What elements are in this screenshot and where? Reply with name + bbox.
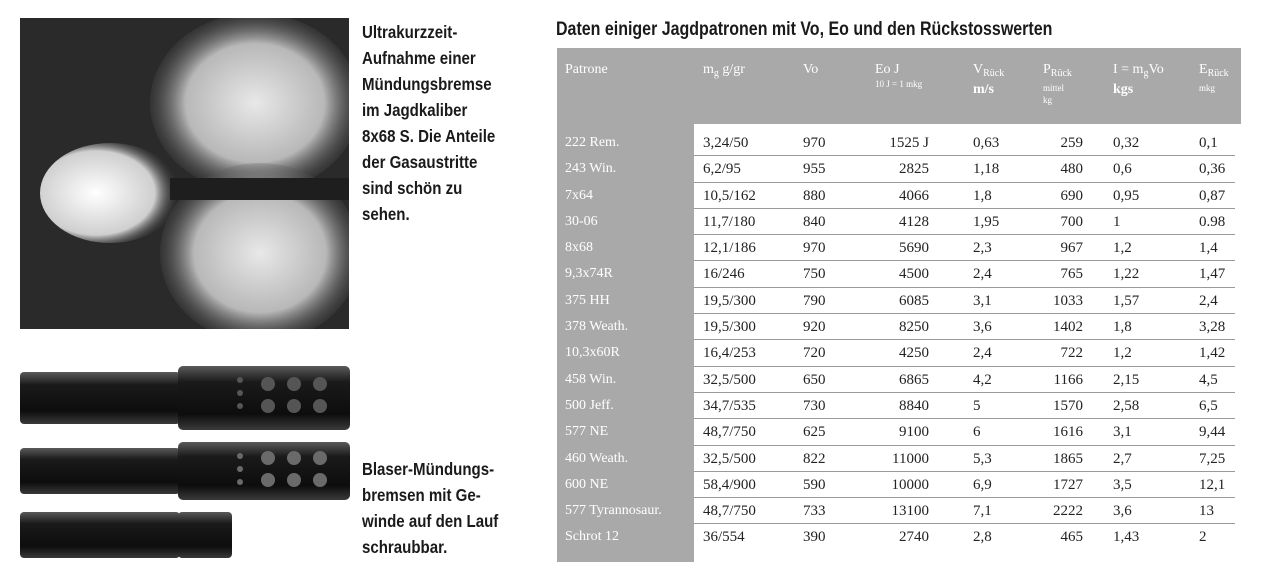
- table-cell: 36/554: [703, 529, 745, 546]
- header-p-rueck: $P_{Rück}$ mittel kg: [1043, 62, 1072, 105]
- cartridge-name-cell: 243 Win.: [565, 161, 617, 177]
- table-cell: 48,7/750: [703, 424, 756, 441]
- table-cell: 11000: [892, 450, 929, 467]
- caption-line: sind schön zu: [362, 178, 463, 198]
- table-cell: 2222: [1053, 503, 1083, 520]
- cartridge-name-cell: 378 Weath.: [565, 319, 629, 335]
- table-cell: 2,4: [973, 345, 992, 362]
- table-cell: 3,1: [1113, 424, 1132, 441]
- table-cell: 625: [803, 424, 826, 441]
- cartridge-name-cell: 458 Win.: [565, 371, 617, 387]
- table-row: [557, 156, 1241, 182]
- cartridge-name-cell: 600 NE: [565, 476, 609, 492]
- table-cell: 0,87: [1199, 187, 1226, 204]
- table-cell: 465: [1060, 529, 1083, 546]
- caption-line: bremsen mit Ge-: [362, 485, 481, 505]
- table-cell: 11,7/180: [703, 213, 756, 230]
- caption-top: [362, 19, 495, 227]
- table-cell: 2,8: [973, 529, 992, 546]
- table-cell: 2,7: [1113, 450, 1132, 467]
- table-cell: 730: [803, 397, 826, 414]
- table-cell: 970: [803, 240, 826, 257]
- caption-line: Mündungsbremse: [362, 74, 492, 94]
- table-row: [557, 209, 1241, 235]
- cartridge-name-cell: 460 Weath.: [565, 450, 629, 466]
- table-cell: 8250: [899, 319, 929, 336]
- table-row: [557, 472, 1241, 498]
- cartridge-name-cell: 9,3x74R: [565, 266, 613, 282]
- table-cell: 2740: [899, 529, 929, 546]
- header-e-rueck: $E_{Rück}$ mkg: [1199, 62, 1229, 93]
- table-cell: 2,4: [1199, 292, 1218, 309]
- table-cell: 9100: [899, 424, 929, 441]
- header-impulse: $I = m_gVo$ kgs: [1113, 62, 1164, 97]
- header-patrone: Patrone: [565, 62, 608, 77]
- table-row: [557, 419, 1241, 445]
- table-cell: 1525 J: [889, 135, 929, 151]
- table-cell: 4,5: [1199, 371, 1218, 388]
- table-cell: 0,6: [1113, 161, 1132, 178]
- caption-line: winde auf den Lauf: [362, 511, 499, 531]
- table-cell: 0,95: [1113, 187, 1140, 204]
- table-title: Daten einiger Jagdpatronen mit Vo, Eo und den Rückstosswerten: [556, 18, 1053, 40]
- table-cell: 5: [973, 397, 981, 414]
- table-cell: 2,4: [973, 266, 992, 283]
- cartridge-name-cell: 577 NE: [565, 424, 609, 440]
- table-cell: 650: [803, 371, 826, 388]
- table-cell: 390: [803, 529, 826, 546]
- table-cell: 4066: [899, 187, 929, 204]
- table-cell: 3,1: [973, 292, 992, 309]
- table-cell: 6,5: [1199, 397, 1218, 414]
- table-cell: 4,2: [973, 371, 992, 388]
- table-cell: 12,1: [1199, 476, 1226, 493]
- table-cell: 6,2/95: [703, 161, 741, 178]
- table-cell: 1,22: [1113, 266, 1140, 283]
- table-cell: 700: [1060, 213, 1083, 230]
- table-cell: 10000: [891, 476, 929, 493]
- table-cell: 970: [803, 135, 826, 151]
- table-cell: 480: [1060, 161, 1083, 178]
- table-cell: 1,8: [973, 187, 992, 204]
- table-cell: 1: [1113, 213, 1121, 230]
- table-row: [557, 524, 1241, 550]
- table-cell: 48,7/750: [703, 503, 756, 520]
- table-cell: 13: [1199, 503, 1214, 520]
- table-cell: 34,7/535: [703, 397, 756, 414]
- cartridge-name-cell: 577 Tyrannosaur.: [565, 503, 662, 519]
- table-cell: 10,5/162: [703, 187, 756, 204]
- table-cell: 5,3: [973, 450, 992, 467]
- table-body: [557, 130, 1241, 551]
- table-cell: 16,4/253: [703, 345, 756, 362]
- caption-line: Blaser-Mündungs-: [362, 459, 495, 479]
- table-cell: 3,28: [1199, 319, 1226, 336]
- caption-bottom: [362, 456, 498, 560]
- table-row: [557, 235, 1241, 261]
- table-cell: 790: [803, 292, 826, 309]
- table-cell: 1616: [1053, 424, 1083, 441]
- cartridge-name-cell: 375 HH: [565, 292, 610, 308]
- table-cell: 1,18: [973, 161, 1000, 178]
- table-cell: 4500: [899, 266, 929, 283]
- cartridge-table: [557, 48, 1241, 562]
- table-row: [557, 288, 1241, 314]
- cartridge-name-cell: 8x68: [565, 240, 593, 256]
- cartridge-name-cell: 10,3x60R: [565, 345, 620, 361]
- muzzle-brakes-photo: [18, 362, 352, 564]
- table-cell: 32,5/500: [703, 371, 756, 388]
- table-row: [557, 393, 1241, 419]
- table-cell: 1,8: [1113, 319, 1132, 336]
- caption-line: im Jagdkaliber: [362, 100, 468, 120]
- table-cell: 822: [803, 450, 826, 467]
- cartridge-name-cell: 30-06: [565, 213, 598, 229]
- header-mass: $m_g$ g/gr: [703, 62, 745, 79]
- table-row: [557, 261, 1241, 287]
- table-cell: 1865: [1053, 450, 1083, 467]
- table-cell: 2,58: [1113, 397, 1140, 414]
- caption-line: 8x68 S. Die Anteile: [362, 126, 496, 146]
- table-cell: 2,3: [973, 240, 992, 257]
- table-cell: 1166: [1053, 371, 1083, 388]
- cartridge-name-cell: 500 Jeff.: [565, 397, 614, 413]
- table-cell: 1,2: [1113, 240, 1132, 257]
- header-eo: Eo J 10 J = 1 mkg: [875, 62, 923, 89]
- table-cell: 6,9: [973, 476, 992, 493]
- table-cell: 1033: [1053, 292, 1083, 309]
- table-cell: 1570: [1053, 397, 1083, 414]
- table-cell: 1,95: [973, 213, 1000, 230]
- table-cell: 955: [803, 161, 826, 178]
- table-cell: 2: [1199, 529, 1207, 546]
- table-cell: 13100: [891, 503, 929, 520]
- table-cell: 2,15: [1113, 371, 1140, 388]
- cartridge-name-cell: 222 Rem.: [565, 135, 620, 150]
- table-cell: 3,24/50: [703, 135, 749, 151]
- header-v-rueck: $V_{Rück}$ m/s: [973, 62, 1005, 97]
- table-cell: 0,36: [1199, 161, 1226, 178]
- table-cell: 1,47: [1199, 266, 1226, 283]
- table-cell: 7,25: [1199, 450, 1226, 467]
- table-cell: 0,32: [1113, 135, 1140, 151]
- cartridge-name-cell: 7x64: [565, 187, 593, 203]
- muzzle-brake-photo: [20, 18, 349, 329]
- table-cell: 9,44: [1199, 424, 1226, 441]
- table-cell: 1,57: [1113, 292, 1140, 309]
- table-cell: 4128: [899, 213, 929, 230]
- caption-line: schraubbar.: [362, 537, 448, 557]
- table-cell: 1,2: [1113, 345, 1132, 362]
- table-cell: 3,5: [1113, 476, 1132, 493]
- table-cell: 58,4/900: [703, 476, 756, 493]
- table-cell: 1402: [1053, 319, 1083, 336]
- table-cell: 733: [803, 503, 826, 520]
- table-cell: 8840: [899, 397, 929, 414]
- caption-line: Ultrakurzzeit-: [362, 22, 458, 42]
- table-cell: 4250: [899, 345, 929, 362]
- table-cell: 1,43: [1113, 529, 1140, 546]
- table-cell: 19,5/300: [703, 319, 756, 336]
- caption-line: Aufnahme einer: [362, 48, 476, 68]
- table-cell: 722: [1060, 345, 1083, 362]
- table-cell: 12,1/186: [703, 240, 756, 257]
- table-cell: 0,1: [1199, 135, 1218, 151]
- table-cell: 880: [803, 187, 826, 204]
- table-cell: 765: [1060, 266, 1083, 283]
- table-row: [557, 314, 1241, 340]
- table-row: [557, 446, 1241, 472]
- table-cell: 6085: [899, 292, 929, 309]
- table-cell: 5690: [899, 240, 929, 257]
- table-cell: 16/246: [703, 266, 745, 283]
- caption-line: sehen.: [362, 204, 410, 224]
- table-cell: 967: [1060, 240, 1083, 257]
- header-vo: Vo: [803, 62, 819, 77]
- table-cell: 1727: [1053, 476, 1083, 493]
- table-cell: 6: [973, 424, 981, 441]
- table-header: [557, 48, 1241, 124]
- table-cell: 590: [803, 476, 826, 493]
- table-cell: 720: [803, 345, 826, 362]
- table-cell: 2825: [899, 161, 929, 178]
- table-row: [557, 340, 1241, 366]
- table-cell: 0,63: [973, 135, 1000, 151]
- table-row: [557, 130, 1241, 156]
- cartridge-name-cell: Schrot 12: [565, 529, 620, 545]
- table-row: [557, 367, 1241, 393]
- table-cell: 690: [1060, 187, 1083, 204]
- table-cell: 1,42: [1199, 345, 1226, 362]
- table-cell: 840: [803, 213, 826, 230]
- table-cell: 920: [803, 319, 826, 336]
- table-cell: 32,5/500: [703, 450, 756, 467]
- table-cell: 3,6: [973, 319, 992, 336]
- table-cell: 750: [803, 266, 826, 283]
- table-cell: 0.98: [1199, 213, 1226, 230]
- table-cell: 19,5/300: [703, 292, 756, 309]
- table-cell: 259: [1060, 135, 1083, 151]
- table-row: [557, 183, 1241, 209]
- table-row: [557, 498, 1241, 524]
- table-cell: 1,4: [1199, 240, 1218, 257]
- table-cell: 6865: [899, 371, 929, 388]
- table-cell: 7,1: [973, 503, 992, 520]
- table-cell: 3,6: [1113, 503, 1132, 520]
- caption-line: der Gasaustritte: [362, 152, 478, 172]
